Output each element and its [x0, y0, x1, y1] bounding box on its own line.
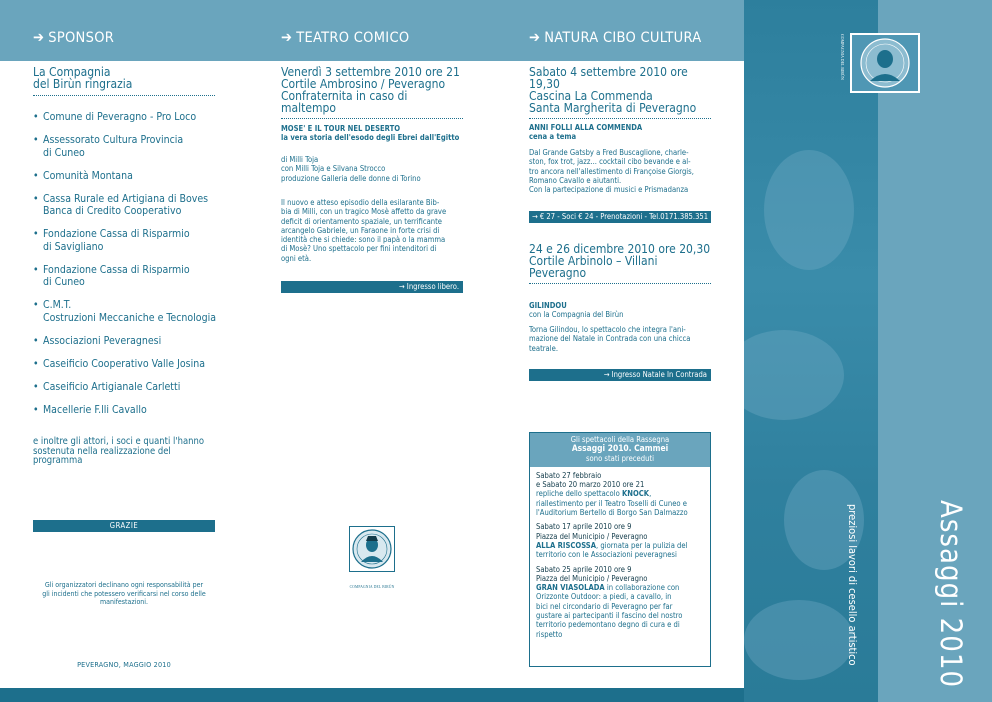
list-item: • Fondazione Cassa di Risparmio di Savigliano — [33, 228, 233, 253]
event1-description: Dal Grande Gatsby a Fred Buscaglione, charle- ston, fox trot, jazz... cocktail cibo bevande e al- tro ancora nell'allestimento di Françoise Giorgis, Romano Cavallo e aiutanti. Con la partecipazione di musici e Prismadanza — [529, 148, 694, 195]
thanks-text: e inoltre gli attori, i soci e quanti l'hanno sostenuta nella realizzazione del programma — [33, 436, 204, 466]
list-item: Sabato 17 aprile 2010 ore 9 Piazza del Municipio / Peveragno ALLA RISCOSSA, giornata per la pulizia del territorio con le Associazioni peveragnesi — [536, 522, 688, 560]
list-item: • Cassa Rurale ed Artigiana di Boves Banca di Credito Cooperativo — [33, 193, 233, 218]
sponsor-list — [33, 111, 233, 427]
sponsor-intro: La Compagnia del Birùn ringrazia — [33, 66, 215, 96]
list-item: • C.M.T. Costruzioni Meccaniche e Tecnologia — [33, 299, 233, 324]
list-item: Sabato 27 febbraio e Sabato 20 marzo 2010 ore 21 repliche dello spettacolo KNOCK, riallestimento per il Teatro Toselli di Cuneo e l'Auditorium Bertello di Borgo San Dalmazzo — [536, 470, 688, 518]
natura-heading: ➔ NATURA CIBO CULTURA — [529, 30, 702, 46]
list-item: • Comune di Peveragno - Pro Loco — [33, 111, 233, 124]
cover-title: Assaggi 2010 — [934, 500, 968, 689]
list-item: • Caseificio Cooperativo Valle Josina — [33, 358, 233, 371]
list-item: • Caseificio Artigianale Carletti — [33, 381, 233, 394]
cover-panel — [744, 0, 992, 702]
event1-price-bar: → € 27 - Soci € 24 - Prenotazioni - Tel.0171.385.351 — [529, 211, 711, 223]
ingresso-libero-bar: → Ingresso libero. — [281, 281, 463, 293]
footer-band — [0, 688, 744, 702]
event1-intro: Sabato 4 settembre 2010 ore 19,30 Cascina La Commenda Santa Margherita di Peveragno — [529, 66, 711, 119]
teatro-show-title: MOSE' E IL TOUR NEL DESERTO la vera storia dell'esodo degli Ebrei dall'Egitto — [281, 124, 460, 143]
event2-intro: 24 e 26 dicembre 2010 ore 20,30 Cortile Arbinolo – Villani Peveragno — [529, 243, 711, 284]
cammei-box-body — [530, 467, 710, 639]
event2-ingresso-bar: → Ingresso Natale In Contrada — [529, 369, 711, 381]
list-item: • Fondazione Cassa di Risparmio di Cuneo — [33, 264, 233, 289]
teatro-intro: Venerdì 3 settembre 2010 ore 21 Cortile Ambrosino / Peveragno Confraternita in caso di maltempo — [281, 66, 463, 119]
logo-caption: COMPAGNIA DEL BIRÙN — [349, 585, 395, 589]
disclaimer: Gli organizzatori declinano ogni responsabilità per gli incidenti che potessero verificarsi nel corso delle manifestazioni. — [42, 581, 206, 606]
event2-description: Torna Gilindou, lo spettacolo che integra l'ani- mazione del Natale in Contrada con una chicca teatrale. — [529, 325, 691, 353]
teatro-description: Il nuovo e atteso episodio della esilarante Bib- bia di Milli, con un tragico Mosè affetto da grave deficit di orientamento spaziale, un terrificante arcangelo Gabriele, un Faraone in forte crisi di identità che si chiede: sono il papà o la mamma di Mosè? Uno spettacolo per fini intenditori di ogni età. — [281, 198, 447, 263]
compagnia-logo — [349, 526, 395, 572]
cover-medallion — [850, 33, 920, 93]
list-item: • Associazioni Peveragnesi — [33, 335, 233, 348]
arrow-right-icon: ➔ — [529, 30, 541, 46]
event1-title: ANNI FOLLI ALLA COMMENDA cena a tema — [529, 123, 643, 142]
medallion-caption: COMPAGNIA DEL BIRÙN — [840, 34, 845, 80]
event2-title: GILINDOU con la Compagnia del Birùn — [529, 301, 624, 320]
sponsor-heading: ➔ SPONSOR — [33, 30, 115, 46]
list-item: • Assessorato Cultura Provincia di Cuneo — [33, 134, 233, 159]
teatro-heading: ➔ TEATRO COMICO — [281, 30, 410, 46]
grazie-bar: GRAZIE — [33, 520, 215, 532]
teatro-credits: di Milli Toja con Milli Toja e Silvana Strocco produzione Galleria delle donne di Torino — [281, 155, 421, 183]
cammei-box-header: Gli spettacoli della Rassegna Assaggi 2010. Cammei sono stati preceduti — [530, 433, 710, 467]
arrow-right-icon: ➔ — [281, 30, 293, 46]
list-item: Sabato 25 aprile 2010 ore 9 Piazza del Municipio / Peveragno GRAN VIASOLADA in collaborazione con Orizzonte Outdoor: a piedi, a cavallo, in bici nel circondario di Peveragno per far gustare ai partecipanti il fascino del nostro territorio pedemontano degno di cura e di rispetto — [536, 564, 683, 639]
cammei-box — [529, 432, 711, 667]
arrow-right-icon: ➔ — [33, 30, 45, 46]
place-date: PEVERAGNO, MAGGIO 2010 — [77, 660, 171, 669]
list-item: • Macellerie F.lli Cavallo — [33, 404, 233, 417]
cover-subtitle: preziosi lavori di cesello artistico — [846, 504, 859, 666]
list-item: • Comunità Montana — [33, 170, 233, 183]
